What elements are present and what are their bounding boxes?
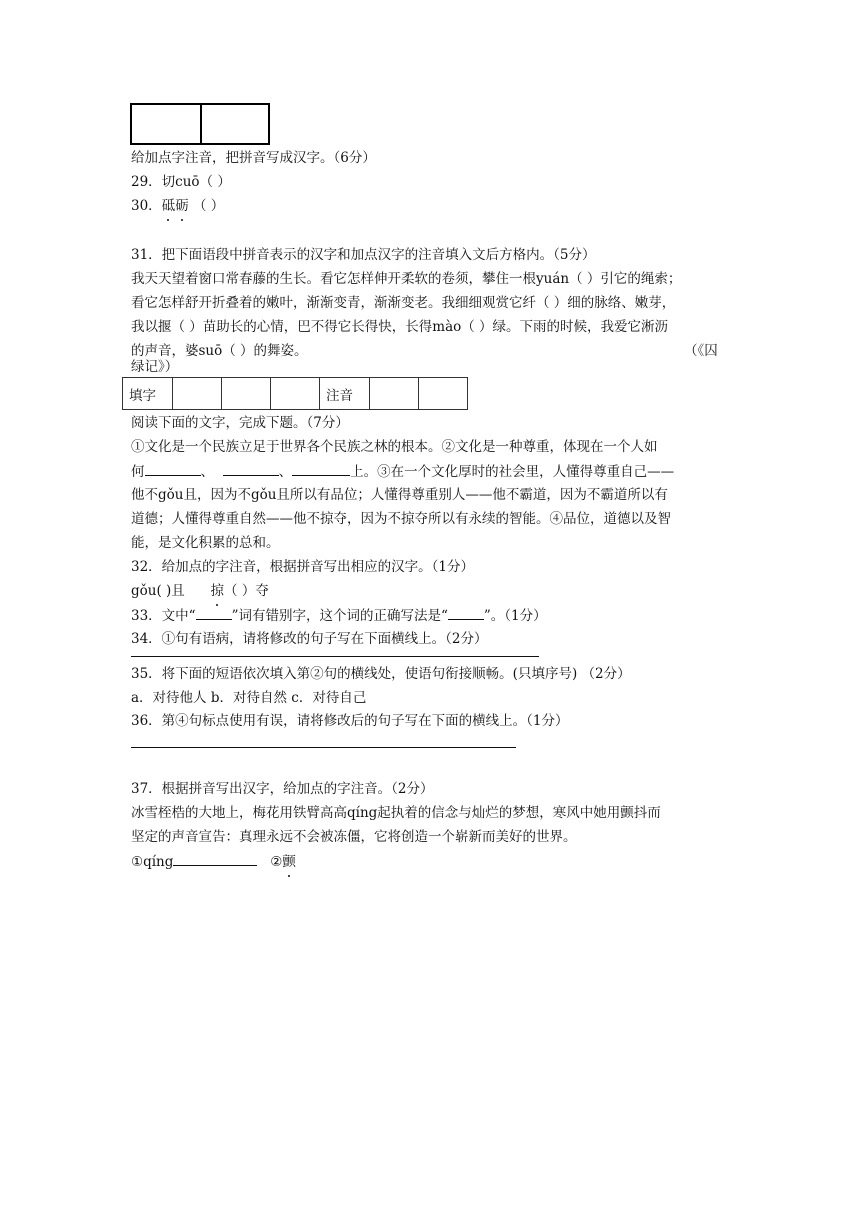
q31-source: （《囚	[684, 343, 718, 359]
fill-blank[interactable]	[173, 851, 257, 866]
answer-cell[interactable]	[370, 378, 419, 410]
q31-para-line: 我天天望着窗口常春藤的生长。看它怎样伸开柔软的卷须，攀住一根yuán（ ）引它的绳索；	[131, 271, 682, 287]
reading-line: 他不gǒu且，因为不gǒu且所以有品位；人懂得尊重别人——他不霸道，因为不霸道所以有	[131, 487, 668, 503]
table-label: 注音	[320, 378, 370, 410]
dotted-char: 颤	[282, 854, 296, 870]
dotted-char: 砥	[161, 198, 176, 214]
answer-box-grid[interactable]	[130, 103, 270, 145]
question-33: 33．文中“ ”词有错别字，这个词的正确写法是“ ”。（1分）	[131, 605, 547, 626]
fill-blank[interactable]	[223, 461, 279, 476]
fill-blank[interactable]	[145, 461, 201, 476]
dotted-char: 掠	[210, 583, 225, 599]
question-32-title: 32．给加点的字注音，根据拼音写出相应的汉字。（1分）	[131, 559, 475, 575]
question-29: 29．切cuō（ ）	[131, 174, 231, 190]
q37-para-line: 坚定的声音宣告：真理永远不会被冻僵，它将创造一个崭新而美好的世界。	[131, 829, 577, 845]
question-37-title: 37．根据拼音写出汉字，给加点的字注音。（2分）	[131, 781, 434, 797]
fill-blank[interactable]	[196, 605, 232, 620]
answer-line[interactable]	[131, 747, 516, 748]
q37-para-line: 冰雪桎梏的大地上，梅花用铁臂高高qíng起执着的信念与灿烂的梦想，寒风中她用颤抖而	[131, 805, 661, 821]
q31-para-line: 看它怎样舒开折叠着的嫩叶，渐渐变青，渐渐变老。我细细观赏它纤（ ）细的脉络、嫩芽，	[131, 295, 676, 311]
reading-line: ①文化是一个民族立足于世界各个民族之林的根本。②文化是一种尊重，体现在一个人如	[131, 439, 658, 455]
q31-source: 绿记》）	[131, 359, 179, 375]
answer-line[interactable]	[131, 656, 539, 657]
question-31-title: 31．把下面语段中拼音表示的汉字和加点汉字的注音填入文后方格内。（5分）	[131, 247, 596, 263]
section-instruction: 给加点字注音，把拼音写成汉字。（6分）	[131, 150, 376, 166]
question-30: 30．砥砺 （ ）	[131, 198, 225, 214]
reading-title: 阅读下面的文字，完成下题。（7分）	[131, 415, 349, 431]
question-35-options: a．对待他人 b．对待自然 c．对待自己	[131, 690, 367, 706]
question-32-items: gǒu( )且 掠（ ）夺	[131, 583, 269, 599]
answer-cell[interactable]	[173, 378, 222, 410]
answer-cell[interactable]	[419, 378, 468, 410]
question-34: 34．①句有语病，请将修改的句子写在下面横线上。（2分）	[131, 631, 488, 647]
answer-table	[122, 377, 468, 410]
table-label: 填字	[123, 378, 173, 410]
reading-line: 何 、 、 上。③在一个文化厚时的社会里，人懂得尊重自己——	[131, 461, 674, 482]
reading-line: 能，是文化积累的总和。	[131, 535, 280, 551]
answer-cell[interactable]	[271, 378, 320, 410]
reading-line: 道德；人懂得尊重自然——他不掠夺，因为不掠夺所以有永续的智能。④品位，道德以及智	[131, 511, 671, 527]
q31-para-line: 我以揠（ ）苗助长的心情，巴不得它长得快，长得mào（ ）绿。下雨的时候，我爱它淅沥	[131, 319, 669, 335]
question-35-title: 35．将下面的短语依次填入第②句的横线处，使语句衔接顺畅。(只填序号) （2分）	[131, 666, 631, 682]
fill-blank[interactable]	[292, 461, 350, 476]
question-36: 36．第④句标点使用有误，请将修改后的句子写在下面的横线上。（1分）	[131, 713, 569, 729]
fill-blank[interactable]	[448, 605, 484, 620]
question-37-answers: ①qíng ②颤	[131, 851, 296, 872]
answer-cell[interactable]	[222, 378, 271, 410]
q31-para-line: 的声音，婆suō（ ）的舞姿。	[131, 343, 308, 359]
dotted-char: 砺	[175, 198, 189, 214]
